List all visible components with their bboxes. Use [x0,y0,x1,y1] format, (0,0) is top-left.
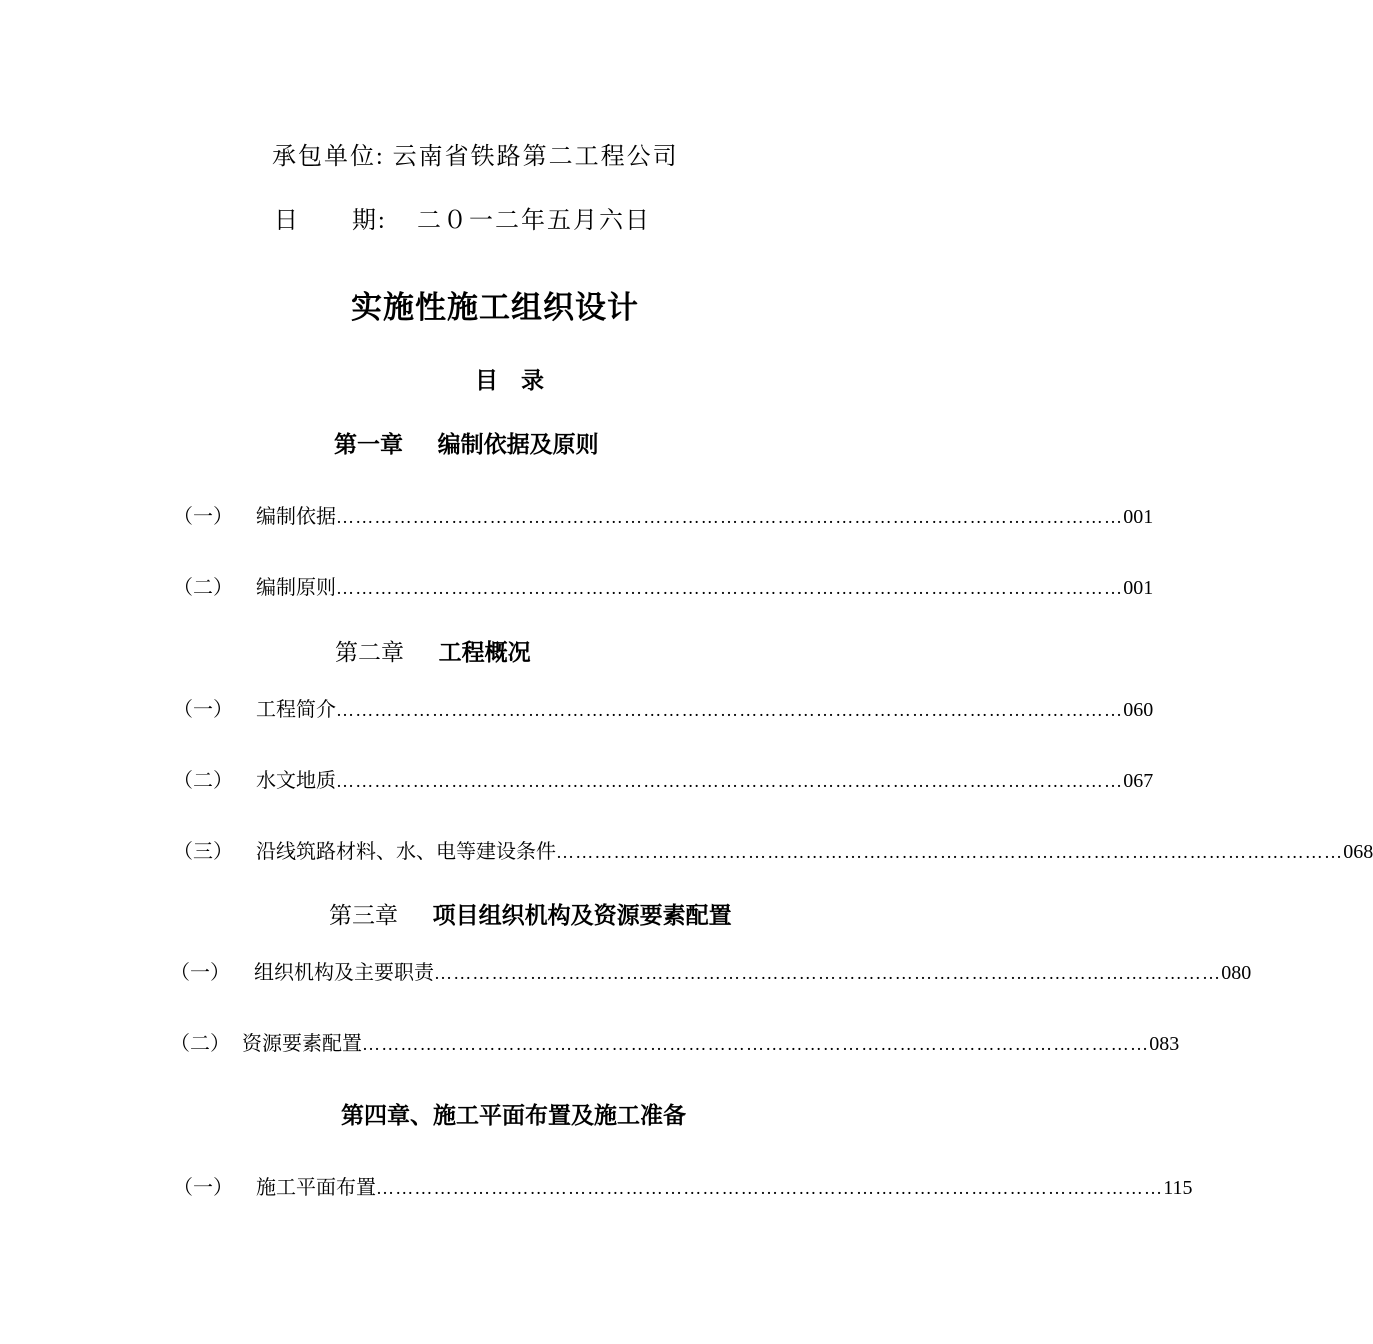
toc-heading: 目 录 [475,368,544,394]
toc-entry[interactable] [170,1027,1180,1056]
chapter-4-heading: 第四章、施工平面布置及施工准备 [341,1103,686,1129]
toc-entry[interactable] [173,693,1154,722]
chapter-1-heading [334,426,599,459]
toc-entry-label: 施工平面布置 [256,1177,376,1199]
toc-leader-dots: …………………………………………………………………………………………………………… [556,842,1344,862]
toc-entry[interactable] [173,1171,1193,1200]
toc-entry-page: 080 [1221,962,1252,984]
chapter-2-number: 第二章 [335,640,404,666]
toc-entry-label: 资源要素配置 [242,1033,362,1055]
toc-entry-page: 068 [1343,841,1373,863]
toc-entry-index: （一） [170,962,230,984]
toc-entry-page: 001 [1123,506,1154,528]
toc-entry-index: （二） [173,770,233,792]
toc-entry-page: 067 [1123,770,1154,792]
toc-entry-index: （一） [173,699,233,721]
toc-entry-index: （一） [173,1177,233,1199]
document-title: 实施性施工组织设计 [351,290,639,326]
toc-entry-label: 编制原则 [256,577,336,599]
toc-entry-label: 组织机构及主要职责 [254,962,434,984]
toc-leader-dots: …………………………………………………………………………………………………………… [336,700,1124,720]
chapter-1-title: 编制依据及原则 [437,432,599,458]
toc-entry-index: （三） [173,841,233,863]
toc-entry-page: 001 [1123,577,1154,599]
date-value: 二０一二年五月六日 [417,208,651,234]
toc-leader-dots: …………………………………………………………………………………………………………… [362,1034,1150,1054]
contractor-line [272,136,679,171]
toc-entry[interactable] [173,835,1373,864]
chapter-2-heading [335,634,531,667]
toc-leader-dots: …………………………………………………………………………………………………………… [376,1178,1164,1198]
toc-leader-dots: …………………………………………………………………………………………………………… [336,771,1124,791]
chapter-3-heading [329,897,732,930]
toc-entry-label: 水文地质 [256,770,336,792]
toc-entry-index: （二） [170,1033,230,1055]
toc-leader-dots: …………………………………………………………………………………………………………… [434,963,1222,983]
chapter-1-number: 第一章 [334,432,403,458]
contractor-label: 承包单位: [272,144,385,170]
chapter-3-title: 项目组织机构及资源要素配置 [432,903,732,929]
toc-entry[interactable] [173,571,1154,600]
date-line [274,200,651,235]
toc-entry-label: 工程简介 [256,699,336,721]
toc-entry-index: （二） [173,577,233,599]
chapter-2-title: 工程概况 [438,640,531,666]
toc-entry-page: 115 [1163,1177,1193,1199]
date-label: 日 期: [274,208,387,234]
toc-entry-index: （一） [173,506,233,528]
toc-entry-page: 083 [1149,1033,1180,1055]
toc-entry[interactable] [173,500,1154,529]
chapter-3-number: 第三章 [329,903,398,929]
toc-entry[interactable] [173,764,1154,793]
toc-leader-dots: …………………………………………………………………………………………………………… [336,578,1124,598]
toc-entry-label: 编制依据 [256,506,336,528]
toc-leader-dots: …………………………………………………………………………………………………………… [336,507,1124,527]
toc-entry-label: 沿线筑路材料、水、电等建设条件 [256,841,556,863]
toc-entry[interactable] [170,956,1252,985]
contractor-value: 云南省铁路第二工程公司 [392,144,679,170]
toc-entry-page: 060 [1123,699,1154,721]
